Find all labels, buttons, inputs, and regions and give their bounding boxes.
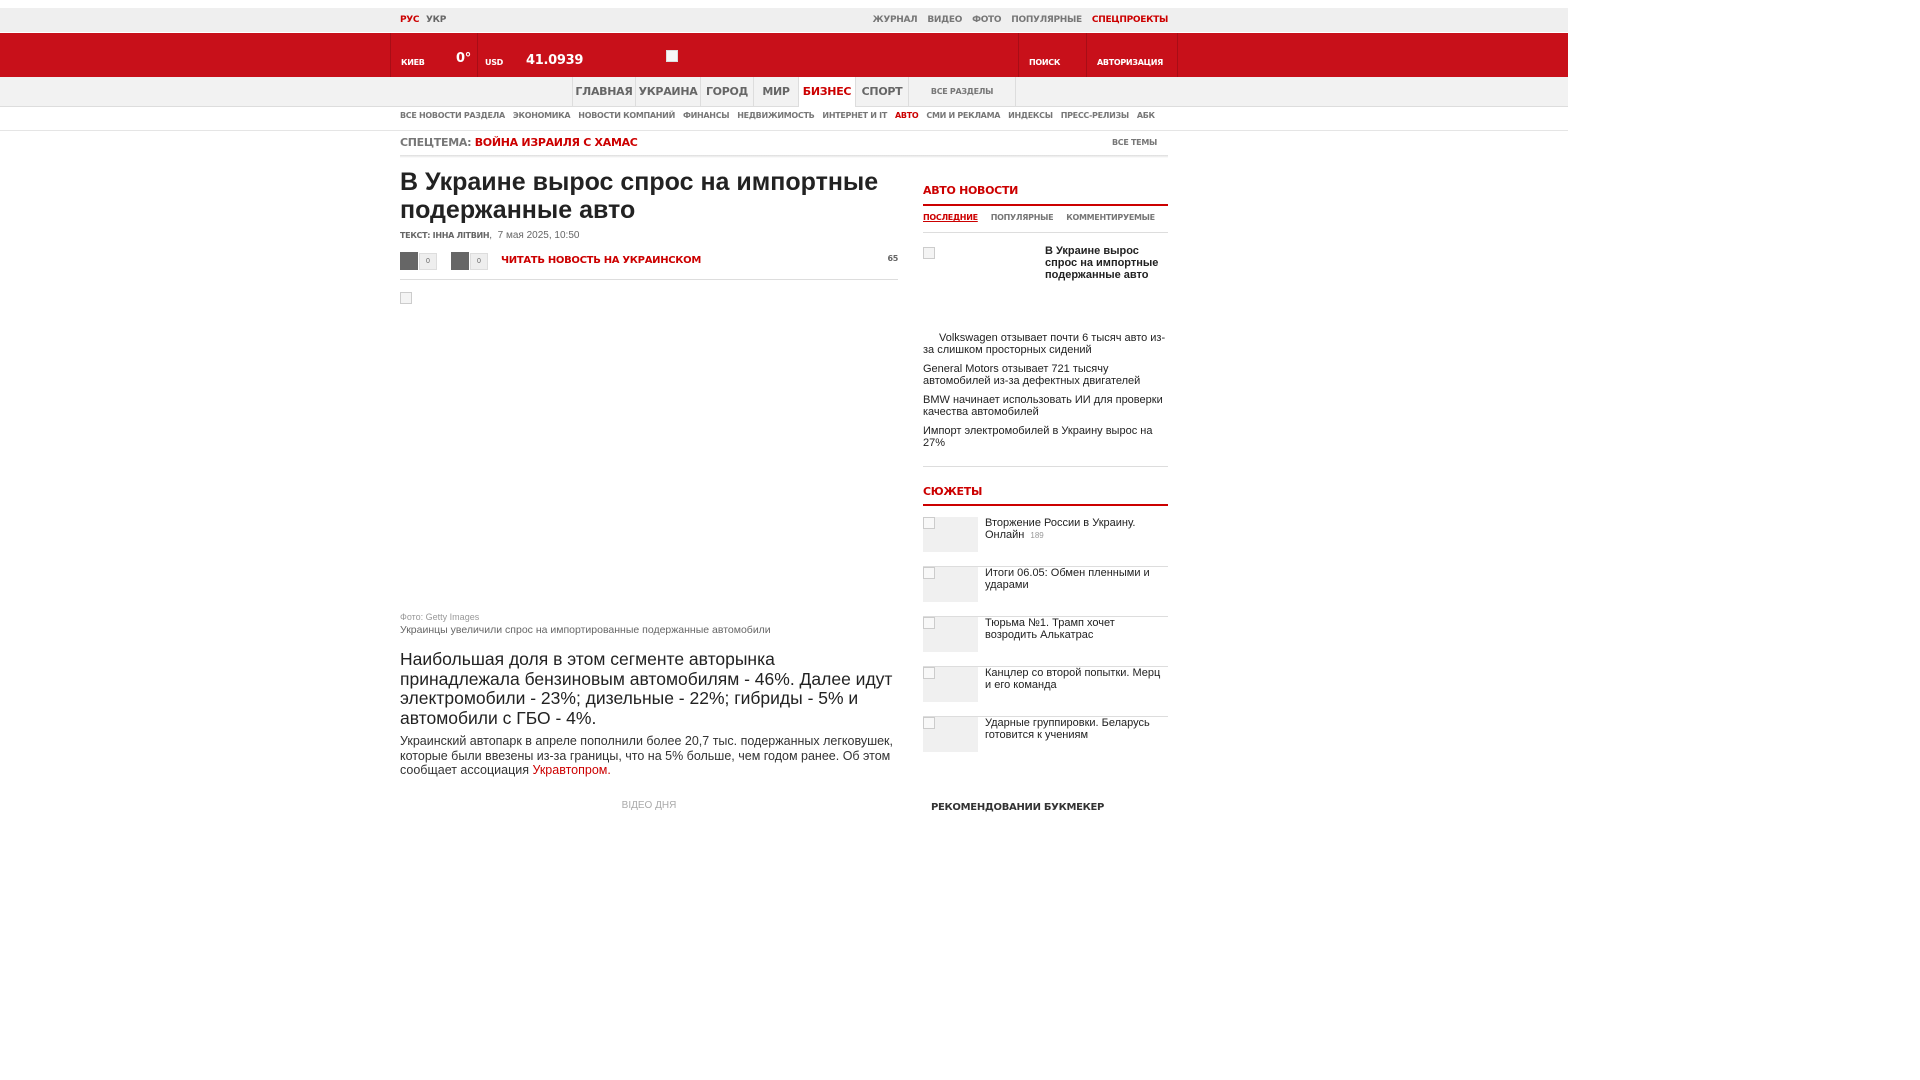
divider — [923, 504, 1168, 506]
article-byline: ТЕКСТ: ІННА ЛІТВИН, 7 мая 2025, 10:50 — [400, 230, 580, 241]
story-title: Ударные группировки. Беларусь готовится к учениям — [985, 717, 1150, 741]
story-thumbnail — [923, 667, 978, 702]
story-item[interactable] — [923, 717, 1168, 767]
subnav-company-news[interactable]: НОВОСТИ КОМПАНИЙ — [578, 111, 675, 120]
search-label: ПОИСК — [1029, 58, 1061, 67]
subnav-media[interactable]: СМИ И РЕКЛАМА — [926, 111, 1001, 120]
story-count: 189 — [1030, 531, 1044, 540]
list-item[interactable]: Volkswagen отзывает почти 6 тысяч авто из-за слишком просторных сидений — [923, 332, 1166, 356]
nav-main[interactable]: ГЛАВНАЯ — [572, 77, 635, 107]
currency-widget[interactable] — [477, 33, 584, 77]
bookmaker-title[interactable]: РЕКОМЕНДОВАНИЙ БУКМЕКЕР — [931, 802, 1105, 813]
article-body-text: Украинский автопарк в апреле пополнили более 20,7 тыс. подержанных легковушек, которые были ввезены из-за границы, что на 5% больше, чем годом ранее. Об этом сообщает ассоциация — [400, 734, 893, 777]
article-image — [400, 292, 412, 304]
read-in-ukrainian-link[interactable]: ЧИТАТЬ НОВОСТЬ НА УКРАИНСКОМ — [501, 255, 702, 266]
share-count: 0 — [419, 253, 437, 270]
featured-news-image[interactable] — [923, 247, 935, 259]
list-item[interactable]: BMW начинает использовать ИИ для проверки качества автомобилей — [923, 394, 1163, 418]
video-of-day-label: ВІДЕО ДНЯ — [621, 800, 677, 811]
story-item[interactable] — [923, 517, 1168, 567]
list-item[interactable]: Импорт электромобилей в Украину вырос на 27% — [923, 425, 1153, 449]
story-item[interactable] — [923, 567, 1168, 617]
subnav-press[interactable]: ПРЕСС-РЕЛИЗЫ — [1060, 111, 1129, 120]
featured-news-title[interactable]: В Украине вырос спрос на импортные подержанные авто — [1045, 245, 1159, 281]
ukravtoprom-link[interactable]: Укравтопром. — [532, 763, 611, 777]
facebook-share-icon[interactable] — [400, 252, 418, 270]
top-bar — [0, 8, 1568, 32]
main-nav — [0, 77, 1568, 107]
lang-ua-link[interactable]: УКР — [426, 15, 446, 25]
photo-caption: Украинцы увеличили спрос на импортированные подержанные автомобили — [400, 624, 771, 636]
currency-label: USD — [485, 58, 503, 67]
tab-popular[interactable]: ПОПУЛЯРНЫЕ — [990, 213, 1054, 222]
story-item[interactable] — [923, 617, 1168, 667]
divider — [923, 204, 1168, 206]
article-actions — [400, 252, 898, 280]
weather-widget[interactable] — [390, 33, 477, 77]
all-topics-link[interactable]: ВСЕ ТЕМЫ — [1112, 138, 1157, 147]
top-link-video[interactable]: ВИДЕО — [927, 15, 963, 25]
currency-rate: 41.0939 — [526, 53, 584, 68]
divider — [0, 130, 1568, 131]
temperature: 0° — [456, 51, 471, 66]
divider — [400, 155, 1168, 158]
tab-commented[interactable]: КОММЕНТИРУЕМЫЕ — [1066, 213, 1155, 222]
story-item[interactable] — [923, 667, 1168, 717]
tab-latest[interactable]: ПОСЛЕДНИЕ — [923, 213, 978, 222]
article-author[interactable]: ТЕКСТ: ІННА ЛІТВИН — [400, 231, 490, 240]
story-thumbnail — [923, 567, 978, 602]
story-thumbnail — [923, 717, 978, 752]
auth-button[interactable] — [1086, 33, 1178, 77]
subnav-all-news[interactable]: ВСЕ НОВОСТИ РАЗДЕЛА — [400, 111, 505, 120]
top-link-specprojects[interactable]: СПЕЦПРОЕКТЫ — [1091, 15, 1168, 25]
top-link-popular[interactable]: ПОПУЛЯРНЫЕ — [1011, 15, 1082, 25]
news-tabs — [923, 213, 1155, 222]
telegram-share-icon[interactable] — [451, 252, 469, 270]
special-topic — [400, 136, 638, 149]
lang-ru-link[interactable]: РУС — [400, 15, 420, 25]
nav-all-sections[interactable]: ВСЕ РАЗДЕЛЫ — [908, 77, 1016, 107]
share-count: 0 — [470, 253, 488, 270]
story-thumbnail — [923, 517, 978, 552]
views-count: 65 — [887, 254, 898, 263]
nav-city[interactable]: ГОРОД — [700, 77, 753, 107]
nav-world[interactable]: МИР — [753, 77, 798, 107]
divider — [923, 232, 1168, 233]
subnav-abk[interactable]: АБК — [1136, 111, 1155, 120]
subnav-economy[interactable]: ЭКОНОМИКА — [512, 111, 571, 120]
article-headline: В Украине вырос спрос на импортные подержанные авто — [400, 168, 879, 224]
sub-nav — [400, 111, 1155, 120]
list-item[interactable]: General Motors отзывает 721 тысячу автомобилей из-за дефектных двигателей — [923, 363, 1141, 387]
city-label: КИЕВ — [401, 58, 425, 67]
story-title: Итоги 06.05: Обмен пленными и ударами — [985, 567, 1150, 591]
site-logo[interactable] — [666, 50, 678, 62]
header-red-bar — [0, 33, 1568, 77]
article-date: 7 мая 2025, 10:50 — [497, 230, 580, 241]
subnav-auto[interactable]: АВТО — [895, 111, 919, 120]
top-link-photo[interactable]: ФОТО — [972, 15, 1002, 25]
subnav-indexes[interactable]: ИНДЕКСЫ — [1008, 111, 1053, 120]
nav-business[interactable]: БИЗНЕС — [798, 77, 855, 107]
photo-credit: Фото: Getty Images — [400, 612, 480, 622]
auto-news-title[interactable]: АВТО НОВОСТИ — [923, 184, 1019, 197]
divider — [923, 466, 1168, 467]
story-thumbnail — [923, 617, 978, 652]
subnav-realty[interactable]: НЕДВИЖИМОСТЬ — [737, 111, 815, 120]
stories-title[interactable]: СЮЖЕТЫ — [923, 485, 983, 498]
search-button[interactable] — [1018, 33, 1086, 77]
article-body — [400, 734, 896, 778]
top-links — [873, 15, 1168, 25]
nav-ukraine[interactable]: УКРАИНА — [635, 77, 700, 107]
nav-sport[interactable]: СПОРТ — [855, 77, 908, 107]
story-title: Вторжение России в Украину. Онлайн 189 — [985, 517, 1136, 541]
top-link-journal[interactable]: ЖУРНАЛ — [872, 15, 918, 25]
story-title: Канцлер со второй попытки. Мерц и его команда — [985, 667, 1161, 691]
special-topic-link[interactable]: ВОЙНА ИЗРАИЛЯ С ХАМАС — [474, 136, 638, 149]
news-list — [923, 332, 1168, 456]
auth-label: АВТОРИЗАЦИЯ — [1097, 58, 1163, 67]
subnav-internet-it[interactable]: ИНТЕРНЕТ И IT — [822, 111, 888, 120]
article-lead: Наибольшая доля в этом сегменте авторынка принадлежала бензиновым автомобилям - 46%. Далее идут электромобили - 23%; дизельные - 22%; гибриды - 5% и автомобили с ГБО - 4%. — [400, 649, 893, 728]
subnav-finance[interactable]: ФИНАНСЫ — [682, 111, 730, 120]
special-topic-label: СПЕЦТЕМА: — [400, 136, 472, 149]
story-title: Тюрьма №1. Трамп хочет возродить Алькатрас — [985, 617, 1115, 641]
